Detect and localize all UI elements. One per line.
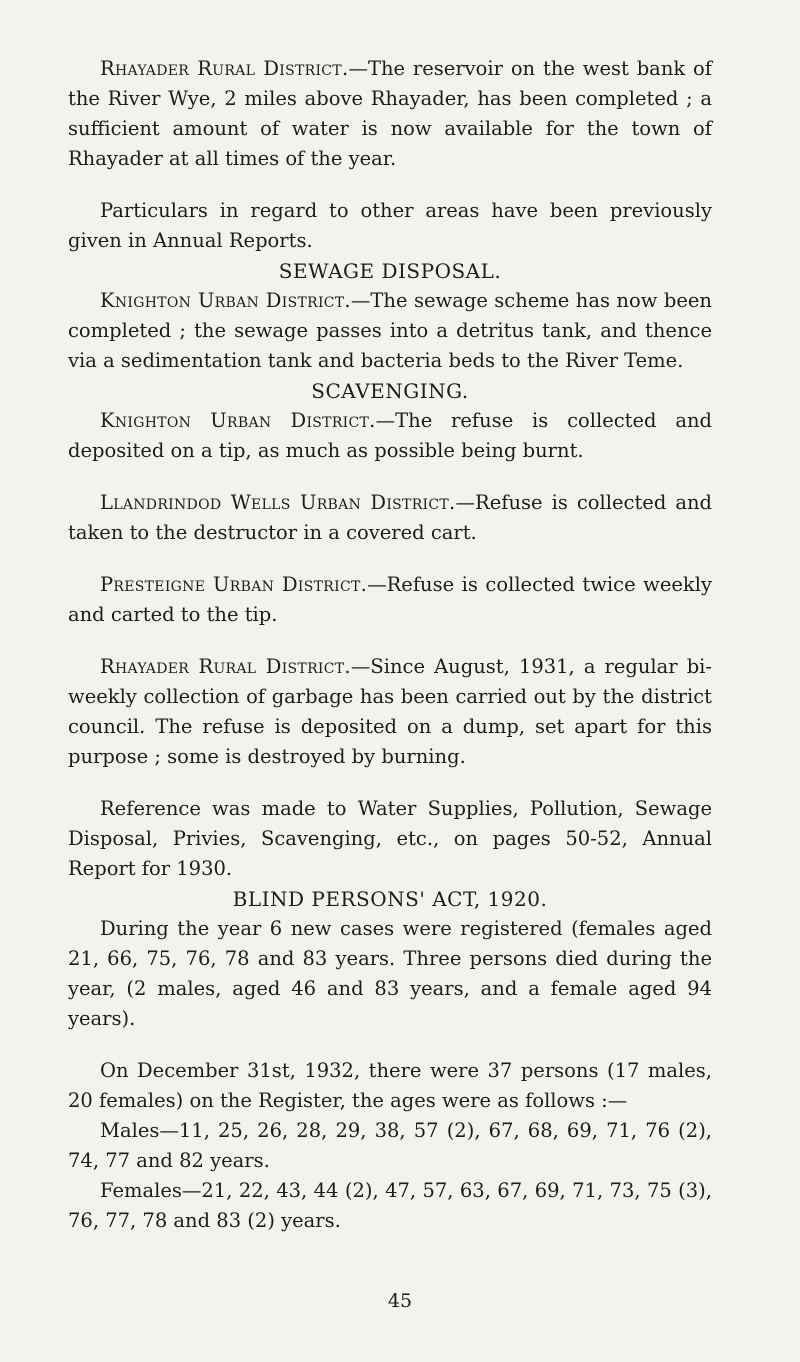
males-ages-paragraph: Males—11, 25, 26, 28, 29, 38, 57 (2), 67, 68, 69, 71, 76 (2), 74, 77 and 82 years. <box>68 1119 712 1172</box>
paragraph-text: —The refuse is collected and deposited on a tip, as much as possible being burnt. <box>68 409 712 462</box>
presteigne-paragraph <box>68 570 712 630</box>
knighton-scavenging-paragraph <box>68 406 712 466</box>
knighton-sewage-paragraph <box>68 286 712 376</box>
paragraph-text: —The sewage scheme has now been completed ; the sewage passes into a detritus tank, and thence via a sedimentation tank and bacteria beds to the River Teme. <box>68 289 712 372</box>
paragraph-text: —Refuse is collected and taken to the destructor in a covered cart. <box>68 491 712 544</box>
district-name: Presteigne Urban District. <box>100 573 368 596</box>
paragraph-text: —The reservoir on the west bank of the River Wye, 2 miles above Rhayader, has been completed ; a sufficient amount of water is now available for the town of Rhayader at all times of the year. <box>68 57 713 170</box>
reference-paragraph: Reference was made to Water Supplies, Pollution, Sewage Disposal, Privies, Scavenging, etc., on pages 50-52, Annual Report for 1930. <box>68 797 712 880</box>
llandrindod-paragraph <box>68 488 712 548</box>
scavenging-heading: SCAVENGING. <box>311 379 469 403</box>
new-cases-paragraph: During the year 6 new cases were registered (females aged 21, 66, 75, 76, 78 and 83 years. Three persons died during the year, (2 males, aged 46 and 83 years, and a female aged 94 years). <box>68 917 712 1030</box>
register-paragraph: On December 31st, 1932, there were 37 persons (17 males, 20 females) on the Register, the ages were as follows :— <box>68 1059 712 1112</box>
district-name: Knighton Urban District. <box>100 409 376 432</box>
district-name: Rhayader Rural District. <box>100 57 349 80</box>
blind-persons-act-heading: BLIND PERSONS' ACT, 1920. <box>232 887 548 911</box>
district-name: Knighton Urban District. <box>100 289 351 312</box>
page-number: 45 <box>387 1290 413 1312</box>
rhayader-water-paragraph <box>68 54 712 174</box>
females-ages-paragraph: Females—21, 22, 43, 44 (2), 47, 57, 63, 67, 69, 71, 73, 75 (3), 76, 77, 78 and 83 (2) years. <box>68 1179 712 1232</box>
paragraph-text: —Since August, 1931, a regular bi-weekly collection of garbage has been carried out by the district council. The refuse is deposited on a dump, set apart for this purpose ; some is destroyed by burning. <box>68 655 713 768</box>
particulars-paragraph: Particulars in regard to other areas have been previously given in Annual Reports. <box>68 199 712 252</box>
paragraph-text: —Refuse is collected twice weekly and carted to the tip. <box>68 573 712 626</box>
district-name: Rhayader Rural District. <box>100 655 351 678</box>
rhayader-scavenging-paragraph <box>68 652 712 772</box>
sewage-disposal-heading: SEWAGE DISPOSAL. <box>278 259 502 283</box>
district-name: Llandrindod Wells Urban District. <box>100 491 456 514</box>
